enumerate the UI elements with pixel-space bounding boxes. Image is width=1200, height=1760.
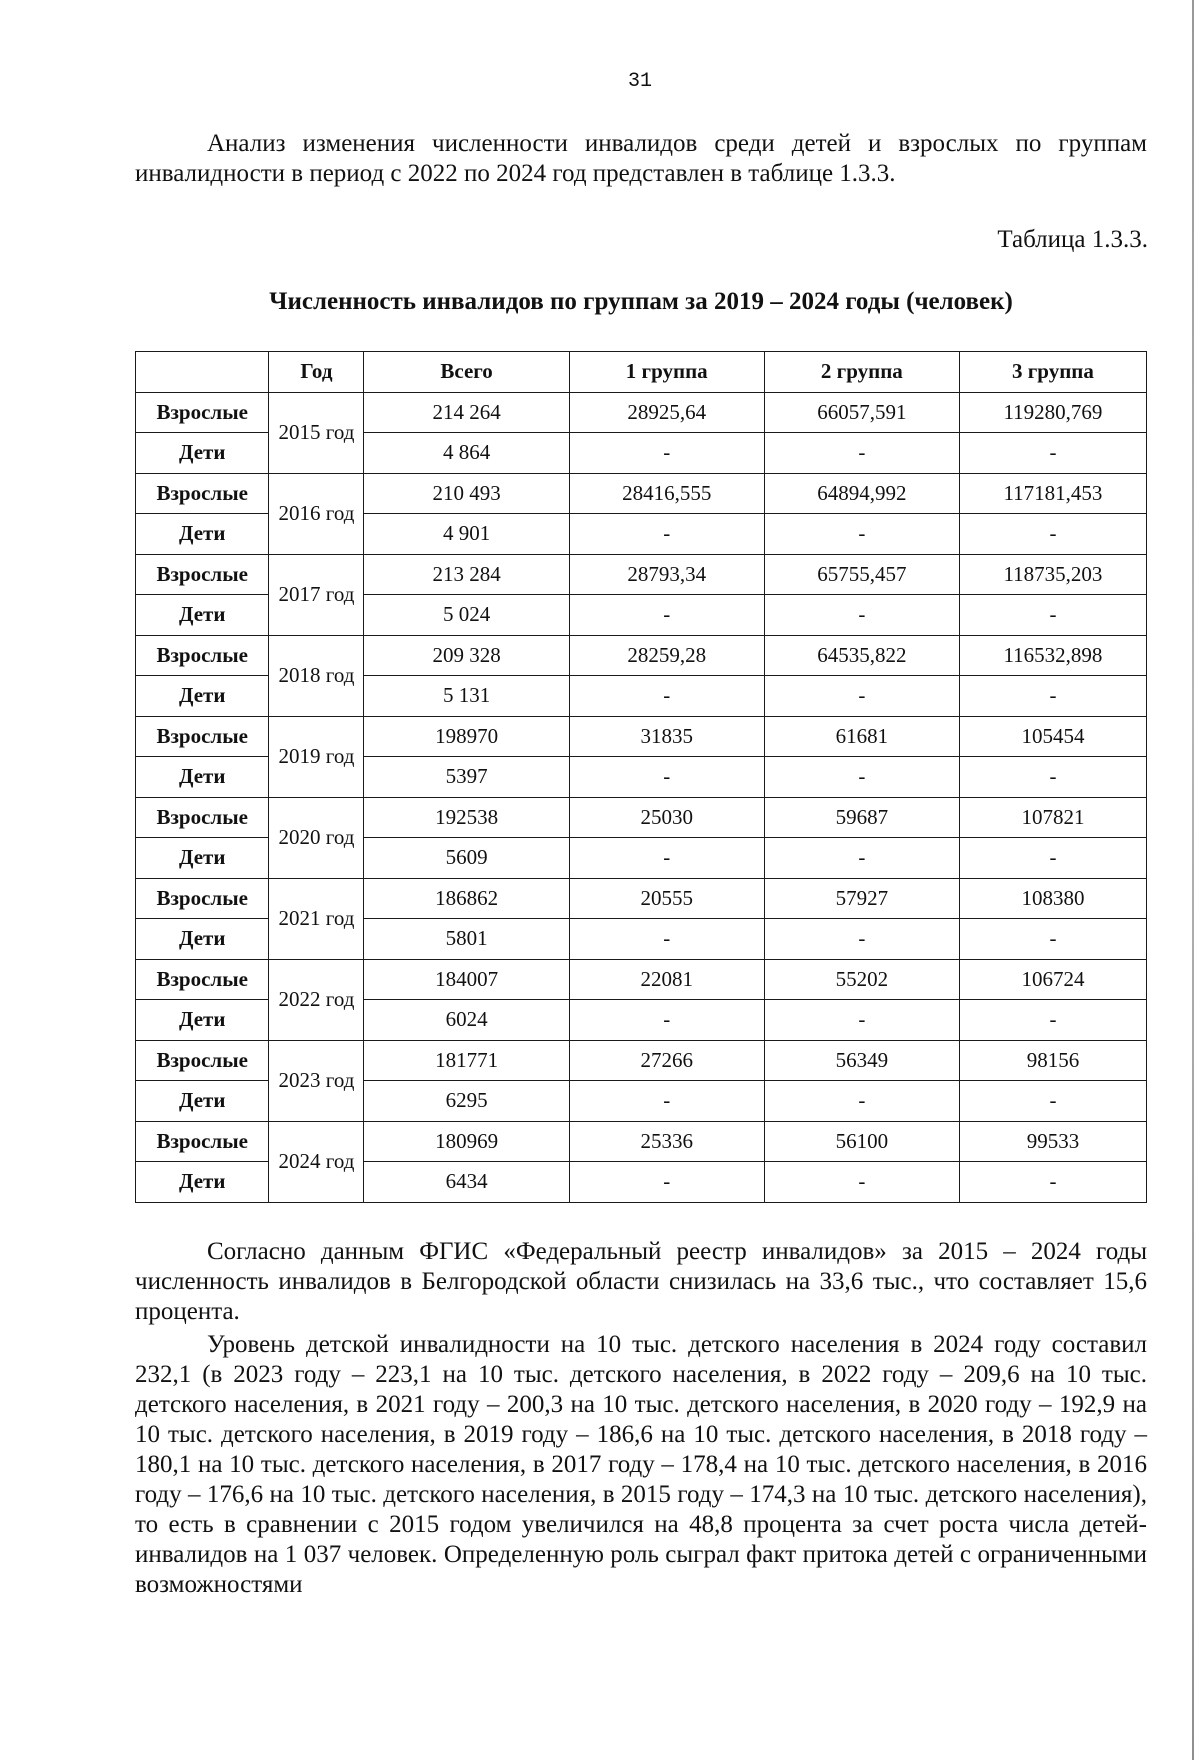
table-row bbox=[136, 1121, 1147, 1162]
cell-group-1: - bbox=[569, 838, 764, 879]
cell-group-3: - bbox=[959, 1162, 1146, 1203]
cell-group-3: 99533 bbox=[959, 1121, 1146, 1162]
row-year: 2020 год bbox=[269, 797, 364, 878]
row-category-label: Взрослые bbox=[136, 959, 269, 1000]
cell-group-1: 28793,34 bbox=[569, 554, 764, 595]
table-row bbox=[136, 716, 1147, 757]
table-row bbox=[136, 635, 1147, 676]
cell-group-3: 116532,898 bbox=[959, 635, 1146, 676]
cell-group-2: 56349 bbox=[764, 1040, 959, 1081]
cell-group-3: - bbox=[959, 676, 1146, 717]
cell-group-1: - bbox=[569, 433, 764, 474]
cell-group-2: 66057,591 bbox=[764, 392, 959, 433]
row-category-label: Дети bbox=[136, 919, 269, 960]
cell-total: 192538 bbox=[364, 797, 569, 838]
cell-total: 198970 bbox=[364, 716, 569, 757]
cell-group-3: - bbox=[959, 595, 1146, 636]
row-year: 2023 год bbox=[269, 1040, 364, 1121]
cell-group-1: 28416,555 bbox=[569, 473, 764, 514]
cell-group-1: 28925,64 bbox=[569, 392, 764, 433]
row-category-label: Взрослые bbox=[136, 392, 269, 433]
row-category-label: Взрослые bbox=[136, 1121, 269, 1162]
cell-group-2: - bbox=[764, 1000, 959, 1041]
cell-group-2: 55202 bbox=[764, 959, 959, 1000]
cell-total: 4 864 bbox=[364, 433, 569, 474]
row-year: 2022 год bbox=[269, 959, 364, 1040]
cell-group-3: - bbox=[959, 1000, 1146, 1041]
cell-group-2: - bbox=[764, 757, 959, 798]
cell-total: 214 264 bbox=[364, 392, 569, 433]
intro-text: Анализ изменения численности инвалидов среди детей и взрослых по группам инвалидности в период с 2022 по 2024 год представлен в таблице 1.3.3. bbox=[135, 130, 1147, 187]
table-body bbox=[136, 392, 1147, 1202]
table-row bbox=[136, 473, 1147, 514]
cell-group-1: - bbox=[569, 757, 764, 798]
cell-total: 209 328 bbox=[364, 635, 569, 676]
row-category-label: Дети bbox=[136, 1162, 269, 1203]
cell-total: 180969 bbox=[364, 1121, 569, 1162]
row-category-label: Дети bbox=[136, 514, 269, 555]
row-category-label: Взрослые bbox=[136, 473, 269, 514]
cell-group-2: - bbox=[764, 1081, 959, 1122]
cell-group-2: 64535,822 bbox=[764, 635, 959, 676]
cell-group-2: 57927 bbox=[764, 878, 959, 919]
row-year: 2015 год bbox=[269, 392, 364, 473]
cell-group-3: 117181,453 bbox=[959, 473, 1146, 514]
cell-total: 210 493 bbox=[364, 473, 569, 514]
scan-edge-line bbox=[1192, 0, 1194, 1760]
row-category-label: Дети bbox=[136, 757, 269, 798]
cell-total: 5609 bbox=[364, 838, 569, 879]
row-category-label: Дети bbox=[136, 838, 269, 879]
cell-group-3: - bbox=[959, 433, 1146, 474]
row-year: 2021 год bbox=[269, 878, 364, 959]
row-category-label: Дети bbox=[136, 676, 269, 717]
summary-text: Согласно данным ФГИС «Федеральный реестр инвалидов» за 2015 – 2024 годы численность инвалидов в Белгородской области снизилась на 33,6 тыс., что составляет 15,6 процента. bbox=[135, 1238, 1147, 1325]
cell-group-3: - bbox=[959, 919, 1146, 960]
cell-group-2: - bbox=[764, 838, 959, 879]
cell-total: 181771 bbox=[364, 1040, 569, 1081]
cell-total: 5 131 bbox=[364, 676, 569, 717]
row-category-label: Дети bbox=[136, 595, 269, 636]
row-year: 2019 год bbox=[269, 716, 364, 797]
table-row bbox=[136, 554, 1147, 595]
cell-group-3: 118735,203 bbox=[959, 554, 1146, 595]
cell-total: 4 901 bbox=[364, 514, 569, 555]
level-paragraph bbox=[135, 1330, 1147, 1600]
table-row bbox=[136, 797, 1147, 838]
cell-group-3: 106724 bbox=[959, 959, 1146, 1000]
table-row bbox=[136, 959, 1147, 1000]
cell-group-1: - bbox=[569, 1162, 764, 1203]
level-text: Уровень детской инвалидности на 10 тыс. детского населения в 2024 году составил 232,1 (в 2023 году – 223,1 на 10 тыс. детского населения, в 2022 году – 209,6 на 10 тыс. детского населения, в 2021 году – 200,3 на 10 тыс. детского населения, в 2020 году – 192,9 на 10 тыс. детского населения, в 2019 году – 186,6 на 10 тыс. детского населения, в 2018 году – 180,1 на 10 тыс. детского населения, в 2017 году – 178,4 на 10 тыс. детского населения, в 2016 году – 176,6 на 10 тыс. детского населения, в 2015 году – 174,3 на 10 тыс. детского населения), то есть в сравнении с 2015 годом увеличился на 48,8 процента за счет роста числа детей-инвалидов на 1 037 человек. Определенную роль сыграл факт притока детей с ограниченными возможностями bbox=[135, 1331, 1147, 1598]
row-category-label: Взрослые bbox=[136, 554, 269, 595]
table-label: Таблица 1.3.3. bbox=[997, 226, 1148, 253]
cell-total: 213 284 bbox=[364, 554, 569, 595]
cell-group-1: - bbox=[569, 514, 764, 555]
header-year: Год bbox=[269, 352, 364, 393]
cell-group-1: - bbox=[569, 1000, 764, 1041]
cell-group-2: 59687 bbox=[764, 797, 959, 838]
cell-group-3: 108380 bbox=[959, 878, 1146, 919]
cell-group-2: - bbox=[764, 1162, 959, 1203]
cell-total: 6024 bbox=[364, 1000, 569, 1041]
cell-group-2: 64894,992 bbox=[764, 473, 959, 514]
cell-total: 5397 bbox=[364, 757, 569, 798]
row-category-label: Дети bbox=[136, 1000, 269, 1041]
cell-group-2: - bbox=[764, 919, 959, 960]
cell-group-2: 56100 bbox=[764, 1121, 959, 1162]
cell-group-3: 119280,769 bbox=[959, 392, 1146, 433]
cell-group-2: - bbox=[764, 514, 959, 555]
cell-group-1: - bbox=[569, 676, 764, 717]
cell-group-1: - bbox=[569, 595, 764, 636]
table-row bbox=[136, 878, 1147, 919]
cell-group-2: 61681 bbox=[764, 716, 959, 757]
cell-group-1: 25030 bbox=[569, 797, 764, 838]
header-group-3: 3 группа bbox=[959, 352, 1146, 393]
cell-total: 5 024 bbox=[364, 595, 569, 636]
header-group-2: 2 группа bbox=[764, 352, 959, 393]
cell-total: 184007 bbox=[364, 959, 569, 1000]
cell-group-1: 22081 bbox=[569, 959, 764, 1000]
cell-group-3: - bbox=[959, 838, 1146, 879]
header-group-1: 1 группа bbox=[569, 352, 764, 393]
page-number: 31 bbox=[627, 70, 652, 93]
cell-group-2: - bbox=[764, 433, 959, 474]
row-category-label: Взрослые bbox=[136, 797, 269, 838]
cell-group-1: 28259,28 bbox=[569, 635, 764, 676]
row-year: 2024 год bbox=[269, 1121, 364, 1202]
row-category-label: Взрослые bbox=[136, 716, 269, 757]
header-total: Всего bbox=[364, 352, 569, 393]
cell-group-3: - bbox=[959, 1081, 1146, 1122]
cell-total: 186862 bbox=[364, 878, 569, 919]
row-category-label: Взрослые bbox=[136, 635, 269, 676]
cell-group-3: - bbox=[959, 514, 1146, 555]
cell-group-1: 20555 bbox=[569, 878, 764, 919]
cell-total: 5801 bbox=[364, 919, 569, 960]
row-category-label: Дети bbox=[136, 1081, 269, 1122]
summary-paragraph bbox=[135, 1237, 1147, 1327]
header-category bbox=[136, 352, 269, 393]
cell-group-2: - bbox=[764, 595, 959, 636]
table-row bbox=[136, 392, 1147, 433]
cell-group-3: 107821 bbox=[959, 797, 1146, 838]
table-title: Численность инвалидов по группам за 2019 – 2024 годы (человек) bbox=[269, 288, 1013, 315]
cell-group-3: - bbox=[959, 757, 1146, 798]
cell-group-1: - bbox=[569, 919, 764, 960]
row-category-label: Взрослые bbox=[136, 878, 269, 919]
row-category-label: Взрослые bbox=[136, 1040, 269, 1081]
row-year: 2016 год bbox=[269, 473, 364, 554]
cell-total: 6434 bbox=[364, 1162, 569, 1203]
cell-group-3: 105454 bbox=[959, 716, 1146, 757]
cell-group-2: 65755,457 bbox=[764, 554, 959, 595]
intro-paragraph bbox=[135, 129, 1147, 189]
table-row bbox=[136, 1040, 1147, 1081]
cell-group-1: 27266 bbox=[569, 1040, 764, 1081]
cell-group-1: - bbox=[569, 1081, 764, 1122]
row-category-label: Дети bbox=[136, 433, 269, 474]
disability-groups-table bbox=[135, 351, 1147, 1203]
row-year: 2017 год bbox=[269, 554, 364, 635]
cell-group-2: - bbox=[764, 676, 959, 717]
cell-group-1: 31835 bbox=[569, 716, 764, 757]
cell-group-3: 98156 bbox=[959, 1040, 1146, 1081]
row-year: 2018 год bbox=[269, 635, 364, 716]
cell-total: 6295 bbox=[364, 1081, 569, 1122]
cell-group-1: 25336 bbox=[569, 1121, 764, 1162]
table-header-row bbox=[136, 352, 1147, 393]
